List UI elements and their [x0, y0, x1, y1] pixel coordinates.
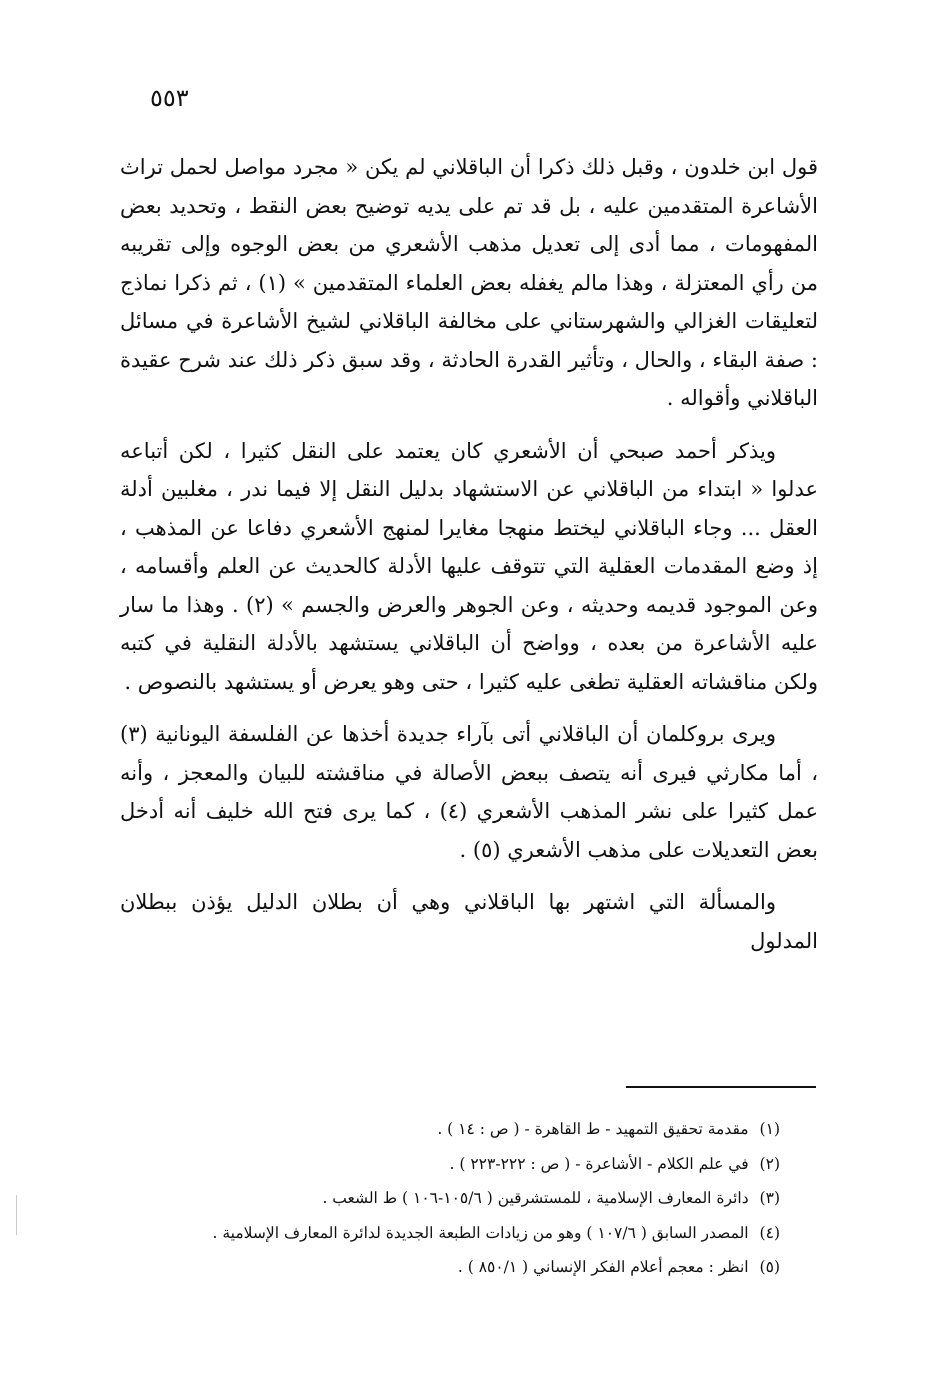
footnote-number: (١) [759, 1120, 780, 1138]
footnote-number: (٥) [759, 1258, 780, 1276]
paragraph-1: قول ابن خلدون ، وقبل ذلك ذكرا أن الباقلاني لم يكن « مجرد مواصل لحمل تراث الأشاعرة المتقدمين عليه ، بل قد تم على يديه توضيح بعض النقط ، وتحديد بعض المفهومات ، مما أدى إلى تعديل مذهب الأشعري من بعض الوجوه وإلى تقريبه من رأي المعتزلة ، وهذا مالم يغفله بعض العلماء المتقدمين » (١) ، ثم ذكرا نماذج لتعليقات الغزالي والشهرستاني على مخالفة الباقلاني لشيخ الأشاعرة في مسائل : صفة البقاء ، والحال ، وتأثير القدرة الحادثة ، وقد سبق ذكر ذلك عند شرح عقيدة الباقلاني وأقواله . [120, 155, 818, 410]
paragraph-3: ويرى بروكلمان أن الباقلاني أتى بآراء جديدة أخذها عن الفلسفة اليونانية (٣) ، أما مكارثي فيرى أنه يتصف ببعض الأصالة في مناقشته للبيان والمعجز ، وأنه عمل كثيرا على نشر المذهب الأشعري (٤) ، كما يرى فتح الله خليف أنه أدخل بعض التعديلات على مذهب الأشعري (٥) . [120, 722, 819, 862]
scan-edge-mark [16, 1195, 17, 1235]
footnote-text: مقدمة تحقيق التمهيد - ط القاهرة - ( ص : ١٤ ) . [437, 1120, 749, 1138]
footnote-5 [120, 1250, 780, 1285]
footnotes [120, 1112, 780, 1285]
footnote-2 [120, 1147, 780, 1182]
footnote-text: في علم الكلام - الأشاعرة - ( ص : ٢٢٢-٢٢٣ ) . [449, 1154, 749, 1173]
footnote-text: انظر : معجم أعلام الفكر الإنساني ( ٨٥٠/١ ) . [457, 1258, 749, 1276]
footnote-number: (٢) [759, 1154, 780, 1173]
page-number: ٥٥٣ [150, 84, 189, 112]
paragraph-4: والمسألة التي اشتهر بها الباقلاني وهي أن بطلان الدليل يؤذن ببطلان المدلول [120, 890, 818, 953]
paragraph-2: ويذكر أحمد صبحي أن الأشعري كان يعتمد على النقل كثيرا ، لكن أتباعه عدلوا « ابتداء من الباقلاني عن الاستشهاد بدليل النقل إلا فيما ندر ، مغلبين أدلة العقل ... وجاء الباقلاني ليختط منهجا مغايرا لمنهج الأشعري دفاعا عن المذهب ، إذ وضع المقدمات العقلية التي تتوقف عليها الأدلة كالحديث عن العلم وأقسامه ، وعن الموجود قديمه وحديثه ، وعن الجوهر والعرض والجسم » (٢) . وهذا ما سار عليه الأشاعرة من بعده ، وواضح أن الباقلاني يستشهد بالأدلة النقلية في كتبه ولكن مناقشاته العقلية تطغى عليه كثيرا ، حتى وهو يعرض أو يستشهد بالنصوص . [120, 438, 818, 694]
footnote-number: (٣) [759, 1189, 780, 1207]
footnote-text: المصدر السابق ( ١٠٧/٦ ) وهو من زيادات الطبعة الجديدة لدائرة المعارف الإسلامية . [212, 1223, 749, 1242]
main-text [120, 148, 818, 960]
footnote-number: (٤) [759, 1223, 780, 1242]
footnote-4 [120, 1216, 780, 1251]
footnote-text: دائرة المعارف الإسلامية ، للمستشرقين ( ١٠٥/٦-١٠٦ ) ط الشعب . [322, 1189, 749, 1207]
footnote-divider [626, 1086, 816, 1088]
footnote-3 [120, 1181, 780, 1216]
footnote-1 [120, 1112, 780, 1147]
